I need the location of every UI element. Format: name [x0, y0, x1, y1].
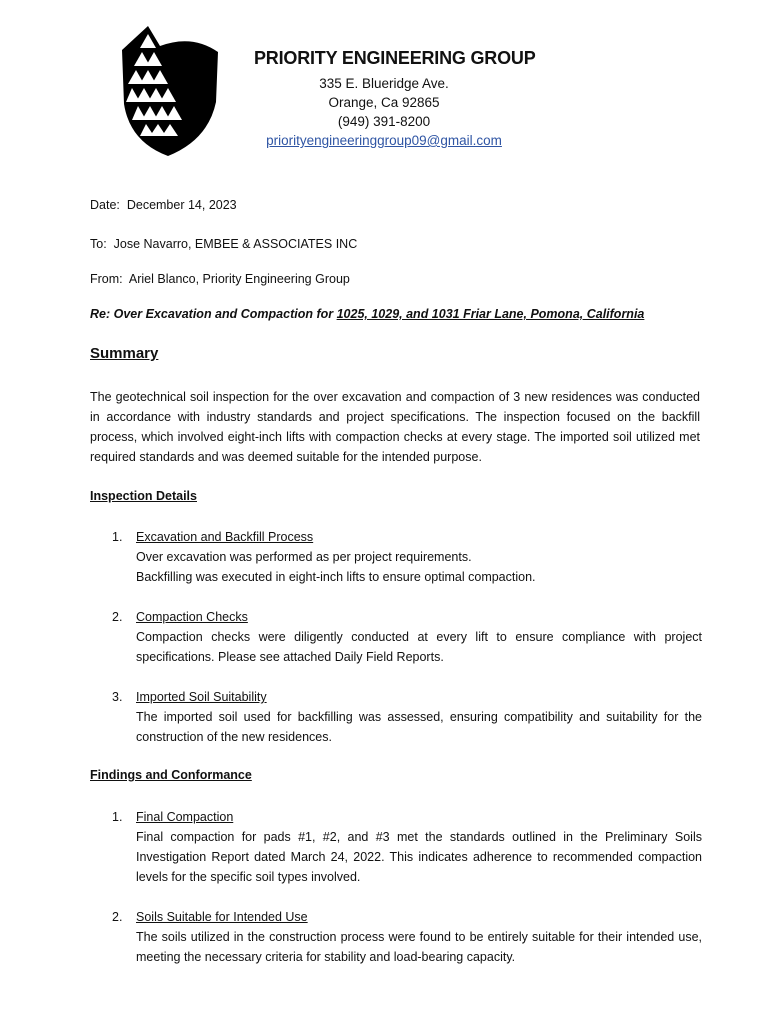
item-title: Compaction Checks — [136, 610, 248, 624]
inspection-item-2 — [112, 607, 702, 667]
subject-address: 1025, 1029, and 1031 Friar Lane, Pomona, California — [336, 307, 645, 321]
company-name: PRIORITY ENGINEERING GROUP — [254, 48, 536, 68]
from-label: From: — [90, 272, 123, 286]
summary-heading: Summary — [90, 345, 159, 362]
phone-number: (949) 391-8200 — [337, 114, 431, 129]
item-text: The soils utilized in the construction process were found to be entirely suitable for their intended use, meeting the necessary criteria for stability and load-bearing capacity. — [136, 930, 702, 964]
item-text: Compaction checks were diligently conducted at every lift to ensure compliance with project specifications. Please see attached Daily Field Reports. — [136, 630, 702, 664]
from-value: Ariel Blanco, Priority Engineering Group — [128, 272, 350, 286]
address-line-2: Orange, Ca 92865 — [328, 95, 440, 110]
list-number: 1. — [112, 810, 123, 824]
date-line — [90, 198, 237, 212]
subject-prefix: Re: Over Excavation and Compaction for — [90, 307, 337, 321]
item-text: Final compaction for pads #1, #2, and #3 met the standards outlined in the Preliminary Soils Investigation Report dated March 24, 2022. This indicates adherence to recommended compaction levels for the specific soil types involved. — [136, 830, 702, 884]
findings-item-1 — [112, 807, 702, 887]
date-value: December 14, 2023 — [126, 198, 237, 212]
from-line — [90, 272, 350, 286]
item-text: The imported soil used for backfilling was assessed, ensuring compatibility and suitability for the construction of the new residences. — [136, 710, 702, 744]
address-line-1: 335 E. Blueridge Ave. — [319, 76, 449, 91]
item-title: Imported Soil Suitability — [136, 690, 267, 704]
list-number: 2. — [112, 910, 123, 924]
date-label: Date: — [90, 198, 120, 212]
to-value: Jose Navarro, EMBEE & ASSOCIATES INC — [113, 237, 358, 251]
to-line — [90, 237, 357, 251]
item-text-line-1: Over excavation was performed as per project requirements. — [136, 550, 472, 564]
summary-paragraph: The geotechnical soil inspection for the over excavation and compaction of 3 new residences was conducted in accordance with industry standards and project specifications. The inspection focused on the backfill process, which involved eight-inch lifts with compaction checks at every stage. The imported soil utilized met required standards and was deemed suitable for the intended purpose. — [90, 390, 700, 464]
list-number: 3. — [112, 690, 123, 704]
item-title: Soils Suitable for Intended Use — [136, 910, 308, 924]
list-number: 2. — [112, 610, 123, 624]
inspection-item-1 — [112, 527, 702, 587]
list-number: 1. — [112, 530, 123, 544]
item-text-line-2: Backfilling was executed in eight-inch lifts to ensure optimal compaction. — [136, 570, 536, 584]
email-link[interactable]: priorityengineeringgroup09@gmail.com — [266, 133, 502, 148]
to-label: To: — [90, 237, 107, 251]
findings-item-2 — [112, 907, 702, 967]
item-title: Final Compaction — [136, 810, 234, 824]
company-logo-shield — [118, 24, 222, 158]
inspection-details-heading: Inspection Details — [90, 489, 197, 503]
inspection-item-3 — [112, 687, 702, 747]
item-title: Excavation and Backfill Process — [136, 530, 314, 544]
subject-line — [90, 307, 644, 321]
findings-heading: Findings and Conformance — [90, 768, 252, 782]
